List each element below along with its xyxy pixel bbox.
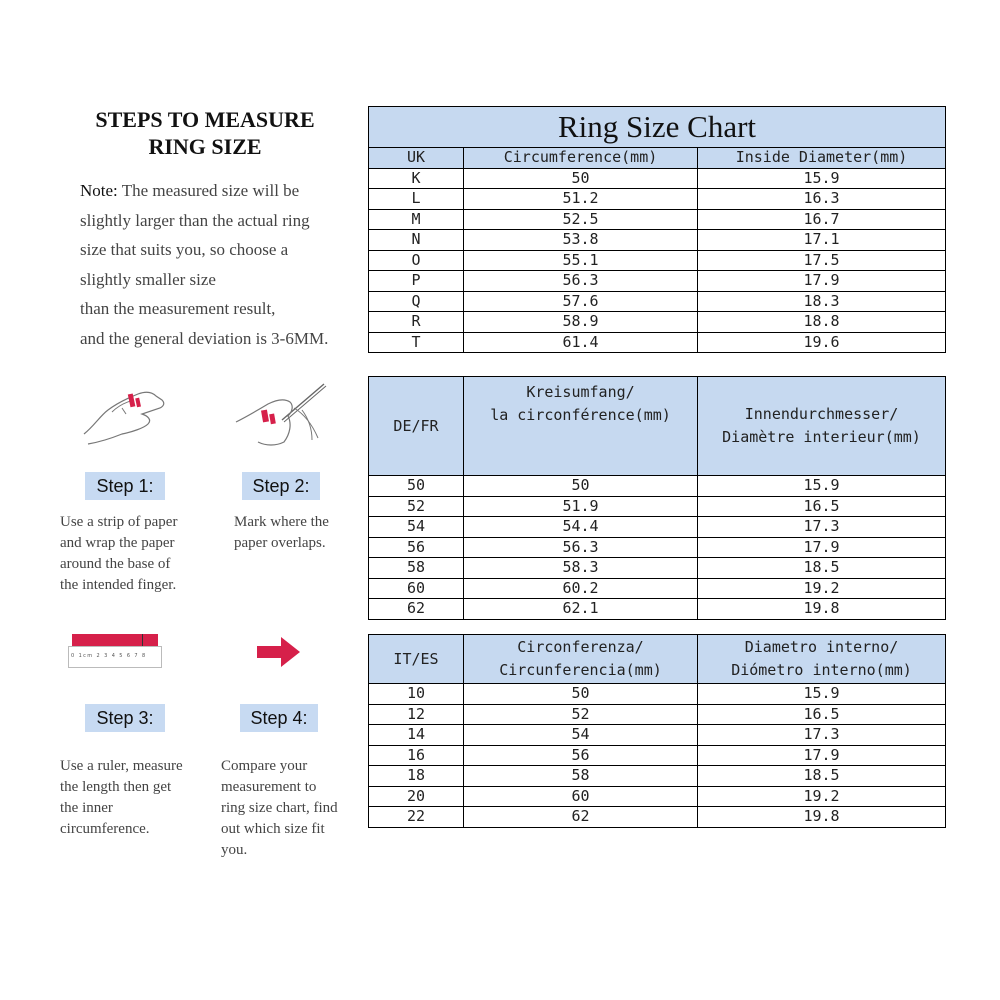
table-row — [369, 517, 946, 538]
note-text-3: slightly smaller size — [80, 269, 216, 289]
table-row — [369, 599, 946, 620]
table-row — [369, 230, 946, 251]
table-cell: 16.5 — [698, 496, 946, 517]
table-row — [369, 684, 946, 705]
table-cell: 17.3 — [698, 725, 946, 746]
table-cell: 15.9 — [698, 168, 946, 189]
table-cell: 16 — [369, 745, 464, 766]
step-1-line: Use a strip of paper — [60, 514, 178, 530]
table-cell: Q — [369, 291, 464, 312]
table-cell: 17.1 — [698, 230, 946, 251]
header-line: Circunferencia(mm) — [499, 661, 662, 679]
table-cell: P — [369, 271, 464, 292]
table-cell: 55.1 — [464, 250, 698, 271]
table-cell: 20 — [369, 786, 464, 807]
step-2-badge: Step 2: — [242, 472, 320, 500]
header-line: la circonférence(mm) — [490, 406, 671, 424]
header-circumference: Circumference(mm) — [464, 148, 698, 169]
table-row — [369, 496, 946, 517]
table-cell: 19.2 — [698, 786, 946, 807]
note-text-2: size that suits you, so choose a — [80, 240, 289, 259]
table-cell: 17.5 — [698, 250, 946, 271]
step-3-line: the inner — [60, 800, 113, 816]
table-cell: 58 — [464, 766, 698, 787]
table-row — [369, 725, 946, 746]
table-cell: M — [369, 209, 464, 230]
table-cell: 17.9 — [698, 745, 946, 766]
table-row — [369, 578, 946, 599]
table-cell: 18.3 — [698, 291, 946, 312]
table-row — [369, 332, 946, 353]
table-cell: 50 — [369, 476, 464, 497]
table-header-row — [369, 635, 946, 684]
table-cell: 19.8 — [698, 599, 946, 620]
step-1-line: the intended finger. — [60, 577, 177, 593]
header-diametro — [698, 635, 946, 684]
hand-wrap-icon — [82, 382, 168, 448]
table-cell: 18 — [369, 766, 464, 787]
table-row — [369, 476, 946, 497]
table-cell: 19.2 — [698, 578, 946, 599]
step-4-badge: Step 4: — [240, 704, 318, 732]
de-fr-size-table — [368, 376, 946, 620]
table-cell: 58.9 — [464, 312, 698, 333]
table-row — [369, 558, 946, 579]
step-4-line: measurement to — [221, 779, 317, 795]
table-cell: 52 — [369, 496, 464, 517]
table-row — [369, 786, 946, 807]
header-line: Kreisumfang/ — [526, 383, 635, 401]
step-3-line: circumference. — [60, 821, 150, 837]
table-cell: 54 — [464, 725, 698, 746]
table-cell: T — [369, 332, 464, 353]
table-cell: 51.2 — [464, 189, 698, 210]
header-circonferenza — [464, 635, 698, 684]
hand-pen-icon — [232, 380, 342, 450]
table-cell: O — [369, 250, 464, 271]
step-2-text — [234, 512, 364, 554]
header-line: Diamètre interieur(mm) — [722, 428, 921, 446]
table-cell: 62 — [369, 599, 464, 620]
note-text-0: The measured size will be — [117, 181, 300, 200]
table-cell: 16.3 — [698, 189, 946, 210]
step-3-badge: Step 3: — [85, 704, 165, 732]
table-cell: 56 — [369, 537, 464, 558]
ruler-digits: 0 1cm 2 3 4 5 6 7 8 — [71, 653, 147, 659]
table-cell: 17.3 — [698, 517, 946, 538]
table-cell: 56.3 — [464, 271, 698, 292]
arrow-right-icon — [257, 636, 301, 668]
ruler-icon — [68, 634, 164, 670]
note-text-1: slightly larger than the actual ring — [80, 210, 310, 230]
table-cell: 12 — [369, 704, 464, 725]
table-cell: 56.3 — [464, 537, 698, 558]
table-row — [369, 189, 946, 210]
header-kreisumfang — [464, 377, 698, 476]
table-cell: 56 — [464, 745, 698, 766]
table-cell: 15.9 — [698, 476, 946, 497]
header-line: Innendurchmesser/ — [744, 405, 899, 423]
step-4-line: ring size chart, find — [221, 800, 338, 816]
table-cell: 58.3 — [464, 558, 698, 579]
table-cell: 10 — [369, 684, 464, 705]
header-de-fr: DE/FR — [369, 377, 464, 476]
table-cell: 18.5 — [698, 558, 946, 579]
step-1-text — [60, 512, 220, 596]
table-cell: L — [369, 189, 464, 210]
table-cell: 62 — [464, 807, 698, 828]
step-4-text — [221, 756, 371, 861]
table-row — [369, 745, 946, 766]
table-cell: 18.8 — [698, 312, 946, 333]
table-cell: 62.1 — [464, 599, 698, 620]
table-row — [369, 291, 946, 312]
table-cell: 52 — [464, 704, 698, 725]
header-it-es: IT/ES — [369, 635, 464, 684]
table-cell: 60 — [464, 786, 698, 807]
header-uk: UK — [369, 148, 464, 169]
table-cell: 53.8 — [464, 230, 698, 251]
table-header-row — [369, 148, 946, 169]
table-cell: 60.2 — [464, 578, 698, 599]
table-cell: 19.8 — [698, 807, 946, 828]
step-3-text — [60, 756, 220, 840]
table-row — [369, 807, 946, 828]
table-cell: 17.9 — [698, 537, 946, 558]
table-cell: 16.7 — [698, 209, 946, 230]
table-cell: 51.9 — [464, 496, 698, 517]
uk-size-table — [368, 106, 946, 353]
note-text-5: and the general deviation is 3-6MM. — [80, 328, 329, 348]
step-2-line: paper overlaps. — [234, 535, 326, 551]
table-row — [369, 766, 946, 787]
header-inside-diameter: Inside Diameter(mm) — [698, 148, 946, 169]
table-cell: 61.4 — [464, 332, 698, 353]
table-row — [369, 209, 946, 230]
it-es-size-table — [368, 634, 946, 828]
table-cell: 52.5 — [464, 209, 698, 230]
step-4-line: out which size fit — [221, 821, 325, 837]
note-text-4: than the measurement result, — [80, 299, 276, 318]
table-cell: N — [369, 230, 464, 251]
title-line-1: STEPS TO MEASURE — [95, 107, 315, 132]
step-1-badge: Step 1: — [85, 472, 165, 500]
table-cell: 16.5 — [698, 704, 946, 725]
table-cell: K — [369, 168, 464, 189]
table-cell: 18.5 — [698, 766, 946, 787]
step-2-line: Mark where the — [234, 514, 329, 530]
table-cell: 60 — [369, 578, 464, 599]
table-cell: 17.9 — [698, 271, 946, 292]
table-cell: 58 — [369, 558, 464, 579]
header-innendurchmesser — [698, 377, 946, 476]
header-line: Circonferenza/ — [517, 638, 644, 656]
step-1-line: and wrap the paper — [60, 535, 175, 551]
table-cell: 22 — [369, 807, 464, 828]
table-cell: 54.4 — [464, 517, 698, 538]
step-3-line: the length then get — [60, 779, 172, 795]
table-cell: 15.9 — [698, 684, 946, 705]
header-line: Diómetro interno(mm) — [731, 661, 912, 679]
table-cell: R — [369, 312, 464, 333]
table-header-row — [369, 377, 946, 476]
table-cell: 50 — [464, 168, 698, 189]
note-line-0 — [80, 176, 380, 206]
table-row — [369, 704, 946, 725]
table-row — [369, 271, 946, 292]
step-1-line: around the base of — [60, 556, 171, 572]
table-cell: 14 — [369, 725, 464, 746]
measurement-note — [80, 176, 380, 353]
title-line-2: RING SIZE — [148, 134, 262, 159]
table-row — [369, 250, 946, 271]
table-row — [369, 168, 946, 189]
table-cell: 54 — [369, 517, 464, 538]
table-row — [369, 312, 946, 333]
step-3-line: Use a ruler, measure — [60, 758, 183, 774]
header-line: Diametro interno/ — [744, 638, 899, 656]
table-cell: 50 — [464, 476, 698, 497]
chart-title: Ring Size Chart — [369, 107, 946, 148]
table-cell: 19.6 — [698, 332, 946, 353]
note-label: Note: — [80, 181, 118, 200]
table-cell: 57.6 — [464, 291, 698, 312]
step-4-line: Compare your — [221, 758, 308, 774]
table-cell: 50 — [464, 684, 698, 705]
page-title — [60, 106, 350, 160]
step-4-line: you. — [221, 842, 248, 858]
table-row — [369, 537, 946, 558]
